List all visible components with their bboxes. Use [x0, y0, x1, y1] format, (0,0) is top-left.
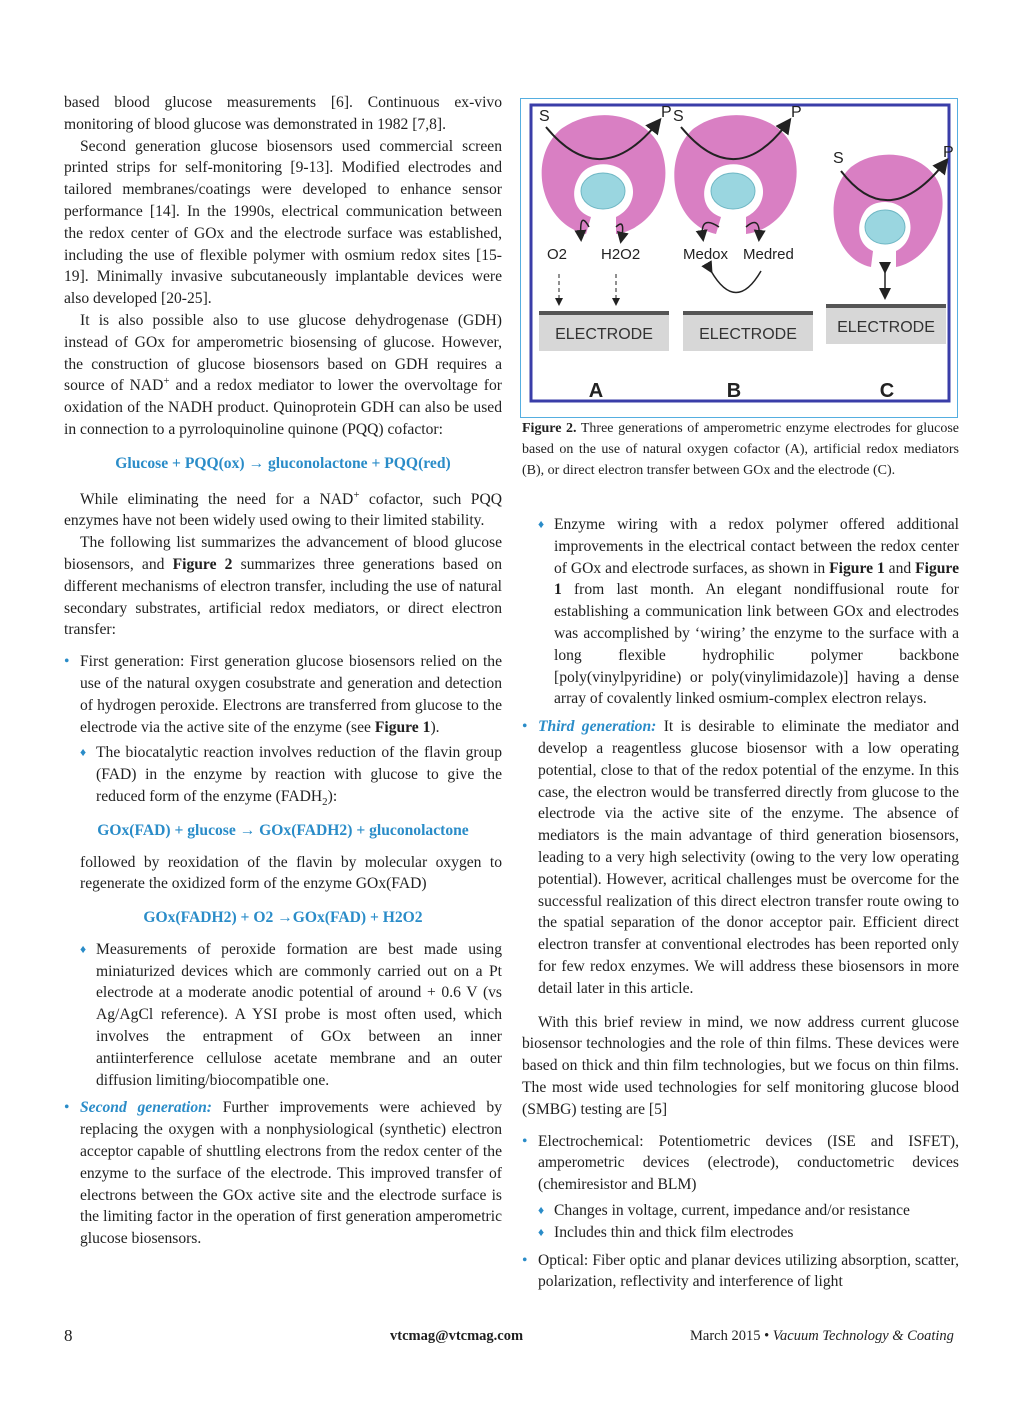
active-site — [581, 173, 625, 209]
paragraph: followed by reoxidation of the flavin by molecular oxygen to regenerate the oxidized form of the enzyme GOx(FAD) — [80, 853, 502, 893]
sub-list-item: ♦ Changes in voltage, current, impedance and/or resistance — [538, 1201, 910, 1219]
substrate-label: S — [539, 108, 550, 125]
electrode-label: ELECTRODE — [699, 326, 797, 343]
page-number: 8 — [64, 1326, 73, 1345]
product-label: P — [943, 144, 954, 161]
panel-label-a: A — [588, 380, 604, 402]
sub-list-item: ♦ Measurements of peroxide formation are best made using miniaturized devices which are commonly carried out on a Pt electrode at a moderate anodic potential of around + 0.6 V (vs Ag/AgCl reference). A YSI probe is most often used, which involves the entrapment of GOx between an inner antiinterference cellulose acetate membrane and an outer diffusion limiting/biocompatible one. — [80, 940, 502, 1089]
product-label: P — [791, 104, 802, 121]
list-item: • Second generation: Further improvements were achieved by replacing the oxygen with a nonphysiological (synthetic) electron acceptor capable of shuttling electrons from the redox center of the enzyme to the surface of the electrode. This improved transfer of electrons between the GOx active site and the electrode surface is the limiting factor in the operation of first generation amperometric glucose biosensors. — [64, 1099, 502, 1248]
sub-list-item: ♦ Enzyme wiring with a redox polymer offered additional improvements in the electrical contact between the redox center of GOx and electrode surfaces, as shown in Figure 1 and Figure 1 from last month. An elegant nondiffusional route for establishing a communication link between GOx and electrodes was accomplished by ‘wiring’ the enzyme to the surface with a long flexible hydrophilic polymer backbone [poly(vinylpyridine) or poly(vinylimidazole)] having a dense array of covalently linked osmium-complex electron relays. — [538, 516, 959, 708]
sub-list-item: ♦ Includes thin and thick film electrodes — [538, 1223, 794, 1241]
medred-label: Medred — [743, 246, 794, 263]
active-site — [865, 210, 905, 244]
electrode-label: ELECTRODE — [837, 319, 935, 336]
paragraph: With this brief review in mind, we now address current glucose biosensor technologies and the role of thin films. These devices were based on thick and thin film technologies, but we focus on thin films. The most wide used technologies for self monitoring glucose blood (SMBG) testing are [5] — [522, 1013, 959, 1118]
list-item: • Electrochemical: Potentiometric devices (ISE and ISFET), amperometric devices (electrode), conductometric devices (chemiresistor and BLM) — [522, 1132, 959, 1194]
footer-email: vtcmag@vtcmag.com — [390, 1328, 524, 1344]
electrode-label: ELECTRODE — [555, 326, 653, 343]
figure-caption: Figure 2. Three generations of amperometric enzyme electrodes for glucose based on the use of natural oxygen cofactor (A), artificial redox mediators (B), or direct electron transfer between GOx and the electrode (C). — [522, 421, 960, 478]
figure-2 — [520, 98, 958, 418]
paragraph: It is also possible also to use glucose dehydrogenase (GDH) instead of GOx for amperometric biosensing of glucose. However, the construction of glucose biosensors based on GDH requires a source of NAD+ and a redox mediator to lower the overvoltage for oxidation of the NADH product. Quinoprotein GDH can also be used in connection to a pyrroloquinoline quinone (PQQ) cofactor: — [64, 311, 502, 438]
substrate-label: S — [833, 150, 844, 167]
footer-publication: March 2015 • Vacuum Technology & Coating — [690, 1328, 954, 1344]
h2o2-label: H2O2 — [601, 246, 641, 263]
o2-label: O2 — [547, 246, 568, 263]
paragraph: Second generation glucose biosensors used commercial screen printed strips for self-monitoring [9-13]. Modified electrodes and tailored membranes/coatings were developed to enhance sensor performance [14]. In the 1990s, electrical communication between the redox center of GOx and the electrode surface was established, including the use of flexible polymer with osmium redox sites [15-19]. Minimally invasive subcutaneously implantable devices were also developed [20-25]. — [64, 137, 502, 308]
panel-label-b: B — [726, 380, 742, 402]
paragraph: The following list summarizes the advancement of blood glucose biosensors, and Figure 2 summarizes three generations based on different mechanisms of electron transfer, including the use of natural secondary substrates, artificial redox mediators, or direct electron transfer: — [64, 534, 502, 639]
active-site — [711, 173, 755, 209]
panel-label-c: C — [879, 380, 895, 402]
medox-label: Medox — [683, 246, 729, 263]
figure-2-diagram — [521, 99, 956, 416]
list-item: • First generation: First generation glucose biosensors relied on the use of the natural oxygen cosubstrate and generation and detection of hydrogen peroxide. Electrons are transferred from glucose to the electrode via the active site of the enzyme (see Figure 1). — [64, 653, 502, 736]
equation-pqq: Glucose + PQQ(ox) → gluconolactone + PQQ(red) — [115, 454, 451, 472]
equation-reoxidation: GOx(FADH2) + O2 →GOx(FAD) + H2O2 — [143, 909, 423, 927]
list-item: • Third generation: It is desirable to eliminate the mediator and develop a reagentless glucose biosensor with a low operating potential, close to that of the redox potential of the enzyme. In this case, the electron would be transferred directly from glucose to the electrode via the active site of the enzyme. The absence of mediators is the main advantage of third generation biosensors, leading to a very high selectivity (owing to the very low operating potential). However, acritical challenges must be overcome for the successful realization of this direct electron transfer route owing to the spatial separation of the donor acceptor pair. Efficient direct electron transfer at conventional electrodes has been reported only for few redox enzymes. We will address these biosensors in more detail later in this article. — [522, 718, 959, 997]
equation-gox-glucose: GOx(FAD) + glucose → GOx(FADH2) + gluconolactone — [97, 821, 469, 839]
paragraph: While eliminating the need for a NAD+ cofactor, such PQQ enzymes have not been widely used owing to their limited stability. — [64, 488, 502, 530]
sub-list-item: ♦ The biocatalytic reaction involves reduction of the flavin group (FAD) in the enzyme by reaction with glucose to give the reduced form of the enzyme $(FADH_2)$: — [80, 744, 502, 809]
substrate-label: S — [673, 108, 684, 125]
list-item: • Optical: Fiber optic and planar devices utilizing absorption, scatter, polarization, reflectivity and interference of light — [522, 1251, 959, 1291]
right-column — [522, 514, 959, 1293]
left-column — [64, 92, 502, 1250]
product-label: P — [661, 104, 672, 121]
paragraph: based blood glucose measurements [6]. Continuous ex-vivo monitoring of blood glucose was demonstrated in 1982 [7,8]. — [64, 94, 502, 133]
